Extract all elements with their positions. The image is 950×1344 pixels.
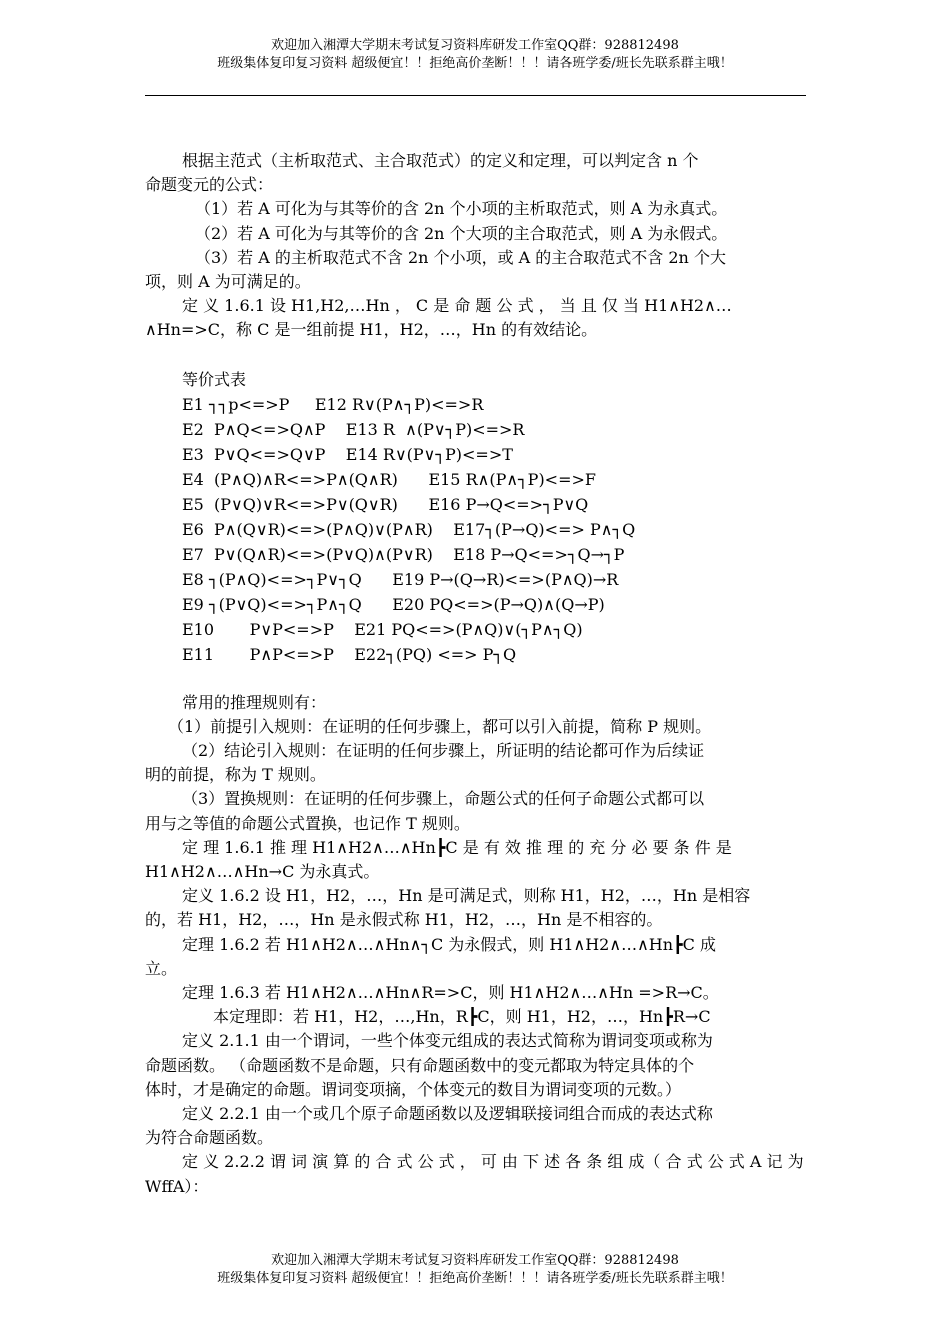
intro-line-1: 根据主范式（主析取范式、主合取范式）的定义和定理，可以判定含 n 个 <box>182 151 699 170</box>
inference-rule-2b: 明的前提，称为 T 规则。 <box>145 765 326 785</box>
equivalence-row: E3 P∨Q<=>Q∨P E14 R∨(P∨┐P)<=>T <box>182 444 513 464</box>
equivalence-table <box>182 367 806 667</box>
spacer <box>145 343 806 367</box>
theorem-1-6-3-line-2: 本定理即：若 H1，H2，…,Hn，R┣C，则 H1，H2，…，Hn┣R→C <box>213 1007 711 1027</box>
footer-line-2: 班级集体复印复习资料 超级便宜！！拒绝高价垄断！！！请各班学委/班长先联系群主哦！ <box>217 1271 733 1286</box>
intro-line-2: 命题变元的公式： <box>145 175 274 195</box>
theorem-1-6-2-line-1: 定理 1.6.2 若 H1∧H2∧…∧Hn∧┐C 为永假式，则 H1∧H2∧…∧Hn┣C 成 <box>182 934 717 954</box>
equivalence-table-title: 等价式表 <box>182 369 247 389</box>
definition-1-6-1-line-1: 定 义 1.6.1 设 H1,H2,…Hn ， C 是 命 题 公 式 ， 当 且 仅 当 H1∧H2∧… <box>182 296 732 316</box>
definition-2-2-2-line-1: 定 义 2.2.2 谓 词 演 算 的 合 式 公 式 ， 可 由 下 述 各 条 组 成（ 合 式 公 式 A 记 为 <box>182 1152 804 1172</box>
page-header <box>0 37 950 73</box>
intro-rule-1: （1）若 A 可化为与其等价的含 2n 个小项的主析取范式，则 A 为永真式。 <box>195 199 728 219</box>
equivalence-row: E8 ┐(P∧Q)<=>┐P∨┐Q E19 P→(Q→R)<=>(P∧Q)→R <box>182 569 619 589</box>
equivalence-row: E2 P∧Q<=>Q∧P E13 R ∧(P∨┐P)<=>R <box>182 419 525 439</box>
equivalence-row: E10 P∨P<=>P E21 PQ<=>(P∧Q)∨(┐P∧┐Q) <box>182 619 583 639</box>
definition-1-6-2-line-2: 的，若 H1，H2，…，Hn 是永假式称 H1，H2，…，Hn 是不相容的。 <box>145 910 663 930</box>
definition-2-2-1-line-1: 定义 2.2.1 由一个或几个原子命题函数以及逻辑联接词组合而成的表达式称 <box>182 1104 713 1124</box>
definition-1-6-1-line-2: ∧Hn=>C，称 C 是一组前提 H1，H2，…，Hn 的有效结论。 <box>145 320 598 340</box>
theorem-1-6-3-line-1: 定理 1.6.3 若 H1∧H2∧…∧Hn∧R=>C，则 H1∧H2∧…∧Hn =>R→C。 <box>182 983 719 1003</box>
inference-rules-title: 常用的推理规则有： <box>182 692 327 712</box>
intro-rule-3a: （3）若 A 的主析取范式不含 2n 个小项，或 A 的主合取范式不含 2n 个大 <box>195 247 726 267</box>
theorem-1-6-2-line-2: 立。 <box>145 958 178 978</box>
equivalence-row: E1 ┐┐p<=>P E12 R∨(P∧┐P)<=>R <box>182 394 484 414</box>
definition-2-1-1-line-3: 体时，才是确定的命题。谓词变项摘，个体变元的数目为谓词变项的元数。） <box>145 1079 682 1099</box>
definition-2-1-1-line-1: 定义 2.1.1 由一个谓词，一些个体变元组成的表达式简称为谓词变项或称为 <box>182 1031 713 1051</box>
inference-rule-2a: （2）结论引入规则：在证明的任何步骤上，所证明的结论都可作为后续证 <box>182 741 705 761</box>
inference-rule-3a: （3）置换规则：在证明的任何步骤上，命题公式的任何子命题公式都可以 <box>182 789 705 809</box>
definition-2-2-1-line-2: 为符合命题函数。 <box>145 1128 274 1148</box>
definition-2-2-2-line-2: WffA）： <box>145 1176 209 1196</box>
intro-rule-3b: 项，则 A 为可满足的。 <box>145 272 311 292</box>
inference-rule-1: （1）前提引入规则：在证明的任何步骤上，都可以引入前提，简称 P 规则。 <box>168 716 712 736</box>
equivalence-row: E6 P∧(Q∨R)<=>(P∧Q)∨(P∧R) E17┐(P→Q)<=> P∧┐Q <box>182 519 636 539</box>
equivalence-row: E5 (P∨Q)∨R<=>P∨(Q∨R) E16 P→Q<=>┐P∨Q <box>182 494 589 514</box>
theorem-1-6-1-line-1: 定 理 1.6.1 推 理 H1∧H2∧…∧Hn┣C 是 有 效 推 理 的 充 分 必 要 条 件 是 <box>182 837 732 857</box>
header-line-1: 欢迎加入湘潭大学期末考试复习资料库研发工作室QQ群：928812498 <box>271 38 679 53</box>
page-footer <box>0 1252 950 1288</box>
definition-2-1-1-line-2: 命题函数。 （命题函数不是命题，只有命题函数中的变元都取为特定具体的个 <box>145 1055 695 1075</box>
spacer <box>145 667 806 691</box>
header-divider <box>145 95 806 96</box>
intro-rule-2: （2）若 A 可化为与其等价的含 2n 个大项的主合取范式，则 A 为永假式。 <box>195 223 728 243</box>
definition-1-6-2-line-1: 定义 1.6.2 设 H1，H2，…，Hn 是可满足式，则称 H1，H2，…，Hn 是相容 <box>182 886 751 906</box>
equivalence-row: E7 P∨(Q∧R)<=>(P∨Q)∧(P∨R) E18 P→Q<=>┐Q→┐P <box>182 544 625 564</box>
equivalence-row: E4 (P∧Q)∧R<=>P∧(Q∧R) E15 R∧(P∧┐P)<=>F <box>182 469 596 489</box>
document-body <box>145 149 806 1199</box>
inference-rule-3b: 用与之等值的命题公式置换，也记作 T 规则。 <box>145 813 470 833</box>
header-line-2: 班级集体复印复习资料 超级便宜！！拒绝高价垄断！！！请各班学委/班长先联系群主哦！ <box>217 56 733 71</box>
theorem-1-6-1-line-2: H1∧H2∧…∧Hn→C 为永真式。 <box>145 862 380 882</box>
equivalence-row: E9 ┐(P∨Q)<=>┐P∧┐Q E20 PQ<=>(P→Q)∧(Q→P) <box>182 594 605 614</box>
footer-line-1: 欢迎加入湘潭大学期末考试复习资料库研发工作室QQ群：928812498 <box>271 1253 679 1268</box>
equivalence-row: E11 P∧P<=>P E22┐(PQ) <=> P┐Q <box>182 644 517 664</box>
